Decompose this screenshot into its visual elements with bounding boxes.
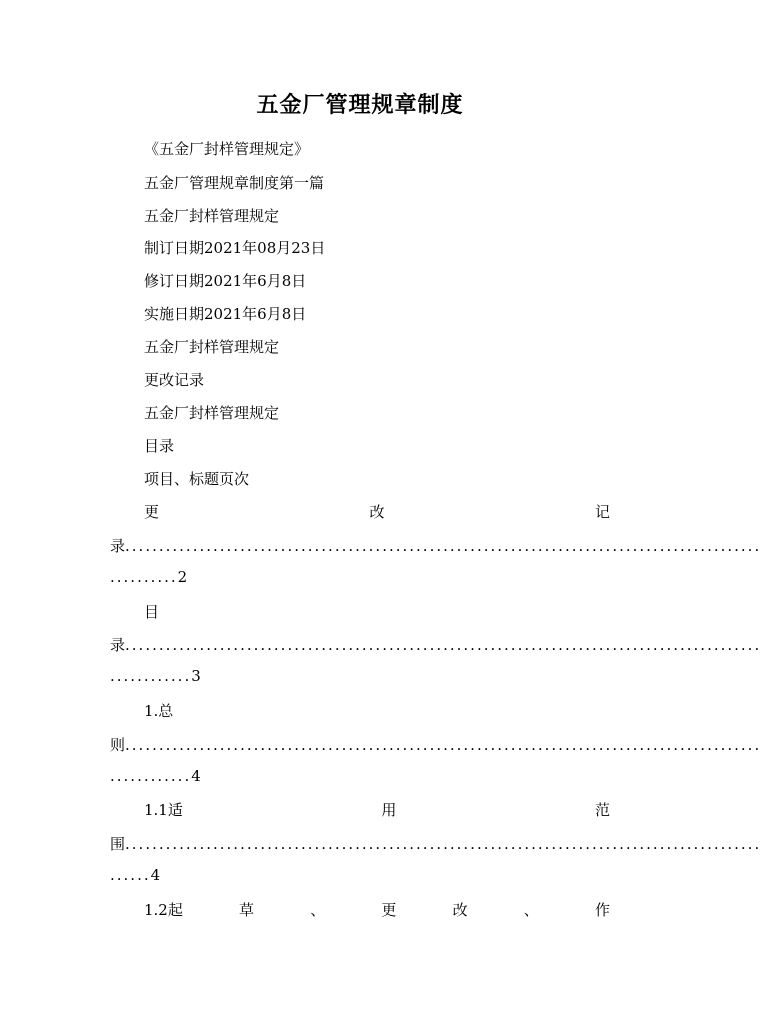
toc-word: 草 (239, 901, 255, 919)
text-line: 目录 (144, 437, 175, 455)
dot-leader: .............................................................................................. (125, 537, 761, 555)
text-line: 实施日期2021年6月8日 (144, 305, 307, 323)
dot-leader-page: ............4 (110, 767, 203, 785)
dot-leader-page: ..........2 (110, 568, 190, 586)
dot-leader: .............................................................................................. (125, 636, 761, 654)
dot-leader: .............................................................................................. (125, 736, 761, 754)
toc-word: 围 (110, 835, 126, 853)
dot-leader-page: ............3 (110, 667, 203, 685)
toc-entry-dots (110, 734, 761, 755)
toc-word: 录 (110, 636, 126, 654)
toc-entry-page (110, 767, 622, 785)
text-line: 五金厂管理规章制度第一篇 (144, 174, 325, 192)
text-line: 修订日期2021年6月8日 (144, 272, 307, 290)
toc-word: 范 (594, 801, 610, 819)
toc-entry-dots (110, 634, 761, 655)
page-title: 五金厂管理规章制度 (256, 92, 464, 118)
toc-entry-page (110, 667, 622, 685)
toc-entry-head: 1.总 (144, 702, 174, 720)
toc-entry-head (144, 899, 610, 920)
text-line: 五金厂封样管理规定 (144, 207, 280, 225)
dot-leader: .............................................................................................. (125, 835, 761, 853)
text-line: 五金厂封样管理规定 (144, 404, 280, 422)
text-line: 项目、标题页次 (144, 470, 250, 488)
text-line: 五金厂封样管理规定 (144, 338, 280, 356)
toc-entry-page (110, 568, 622, 586)
toc-word: 改 (452, 901, 468, 919)
toc-entry-page (110, 866, 622, 884)
toc-word: 则 (110, 736, 126, 754)
toc-word: 记 (594, 503, 610, 521)
toc-word: 改 (369, 503, 385, 521)
text-line: 制订日期2021年08月23日 (144, 239, 326, 257)
toc-word: 更 (381, 901, 397, 919)
toc-word: 用 (381, 801, 397, 819)
toc-entry-dots (110, 535, 761, 556)
dot-leader-page: ......4 (110, 866, 163, 884)
toc-word: 更 (144, 503, 160, 521)
toc-entry-head: 目 (144, 603, 160, 621)
text-line: 更改记录 (144, 371, 205, 389)
toc-entry-head (144, 799, 610, 820)
toc-word: 录 (110, 537, 126, 555)
toc-word: 、 (310, 901, 326, 919)
toc-word: 作 (594, 901, 610, 919)
toc-word: 、 (523, 901, 539, 919)
text-line: 《五金厂封样管理规定》 (144, 140, 310, 158)
toc-entry-head (144, 501, 610, 522)
toc-word: 1.2起 (144, 901, 183, 919)
toc-entry-dots (110, 833, 761, 854)
toc-word: 1.1适 (144, 801, 183, 819)
